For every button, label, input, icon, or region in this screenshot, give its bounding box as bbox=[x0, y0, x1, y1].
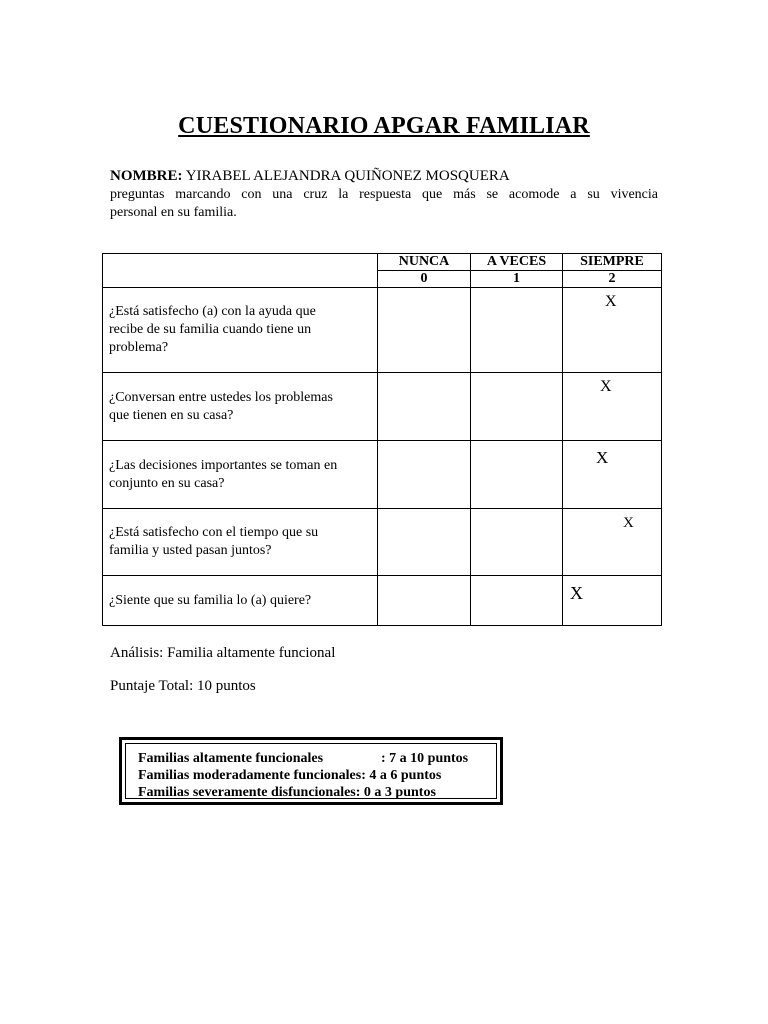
total-score-text: Puntaje Total: 10 puntos bbox=[110, 678, 256, 694]
question-line: ¿Está satisfecho (a) con la ayuda que bbox=[109, 304, 316, 319]
header-empty-cell bbox=[103, 254, 378, 288]
legend-box bbox=[119, 737, 503, 805]
legend-row bbox=[138, 750, 496, 767]
name-label: NOMBRE: bbox=[110, 168, 183, 184]
question-line: que tienen en su casa? bbox=[109, 407, 234, 423]
header-siempre: SIEMPRE bbox=[563, 254, 662, 271]
legend-label: Familias altamente funcionales bbox=[138, 751, 324, 766]
a-veces-cell bbox=[471, 509, 563, 576]
question-line: familia y usted pasan juntos? bbox=[109, 543, 272, 558]
table-row bbox=[103, 509, 662, 576]
siempre-cell bbox=[563, 288, 662, 373]
instructions bbox=[110, 186, 658, 222]
header-siempre-value: 2 bbox=[563, 271, 662, 288]
answer-mark: X bbox=[623, 515, 634, 531]
legend-inner bbox=[125, 743, 497, 799]
question-cell bbox=[103, 509, 378, 576]
siempre-cell bbox=[563, 509, 662, 576]
question-cell bbox=[103, 288, 378, 373]
question-line: ¿Conversan entre ustedes los problemas bbox=[109, 389, 333, 405]
legend-range: 4 a 6 puntos bbox=[369, 768, 442, 783]
analysis-text: Análisis: Familia altamente funcional bbox=[110, 645, 336, 661]
question-line: ¿Las decisiones importantes se toman en bbox=[109, 457, 338, 473]
nunca-cell bbox=[378, 373, 471, 441]
a-veces-cell bbox=[471, 288, 563, 373]
nunca-cell bbox=[378, 288, 471, 373]
apgar-table bbox=[102, 253, 662, 626]
a-veces-cell bbox=[471, 441, 563, 509]
header-a-veces: A VECES bbox=[471, 254, 563, 271]
legend-label: Familias severamente disfuncionales: bbox=[138, 785, 361, 800]
table-row bbox=[103, 288, 662, 373]
question-line: ¿Siente que su familia lo (a) quiere? bbox=[109, 592, 312, 608]
nunca-cell bbox=[378, 441, 471, 509]
legend-row bbox=[138, 784, 496, 801]
a-veces-cell bbox=[471, 576, 563, 626]
table-row bbox=[103, 441, 662, 509]
siempre-cell bbox=[563, 576, 662, 626]
header-nunca-value: 0 bbox=[378, 271, 471, 288]
answer-mark: X bbox=[600, 378, 612, 395]
question-cell bbox=[103, 373, 378, 441]
instructions-line-1: preguntas marcando con una cruz la respuesta que más se acomode a su vivencia bbox=[110, 187, 658, 202]
legend-row bbox=[138, 767, 496, 784]
answer-mark: X bbox=[570, 583, 583, 603]
name-value: YIRABEL ALEJANDRA QUIÑONEZ MOSQUERA bbox=[185, 168, 510, 184]
question-line: problema? bbox=[109, 340, 169, 355]
answer-mark: X bbox=[605, 293, 617, 310]
nunca-cell bbox=[378, 509, 471, 576]
document-title: CUESTIONARIO APGAR FAMILIAR bbox=[178, 113, 590, 139]
name-line bbox=[110, 168, 510, 185]
question-line: ¿Está satisfecho con el tiempo que su bbox=[109, 525, 319, 540]
question-cell bbox=[103, 441, 378, 509]
table-row bbox=[103, 576, 662, 626]
header-nunca: NUNCA bbox=[378, 254, 471, 271]
answer-mark: X bbox=[596, 448, 609, 467]
instructions-line-2: personal en su familia. bbox=[110, 205, 237, 220]
question-line: recibe de su familia cuando tiene un bbox=[109, 322, 312, 337]
question-cell bbox=[103, 576, 378, 626]
nunca-cell bbox=[378, 576, 471, 626]
siempre-cell bbox=[563, 373, 662, 441]
legend-range: 0 a 3 puntos bbox=[363, 785, 436, 800]
a-veces-cell bbox=[471, 373, 563, 441]
header-a-veces-value: 1 bbox=[471, 271, 563, 288]
question-line: conjunto en su casa? bbox=[109, 475, 225, 491]
table-row bbox=[103, 373, 662, 441]
legend-range: : 7 a 10 puntos bbox=[381, 751, 469, 766]
legend-label: Familias moderadamente funcionales: bbox=[138, 768, 366, 783]
siempre-cell bbox=[563, 441, 662, 509]
header-row-labels bbox=[103, 254, 662, 271]
